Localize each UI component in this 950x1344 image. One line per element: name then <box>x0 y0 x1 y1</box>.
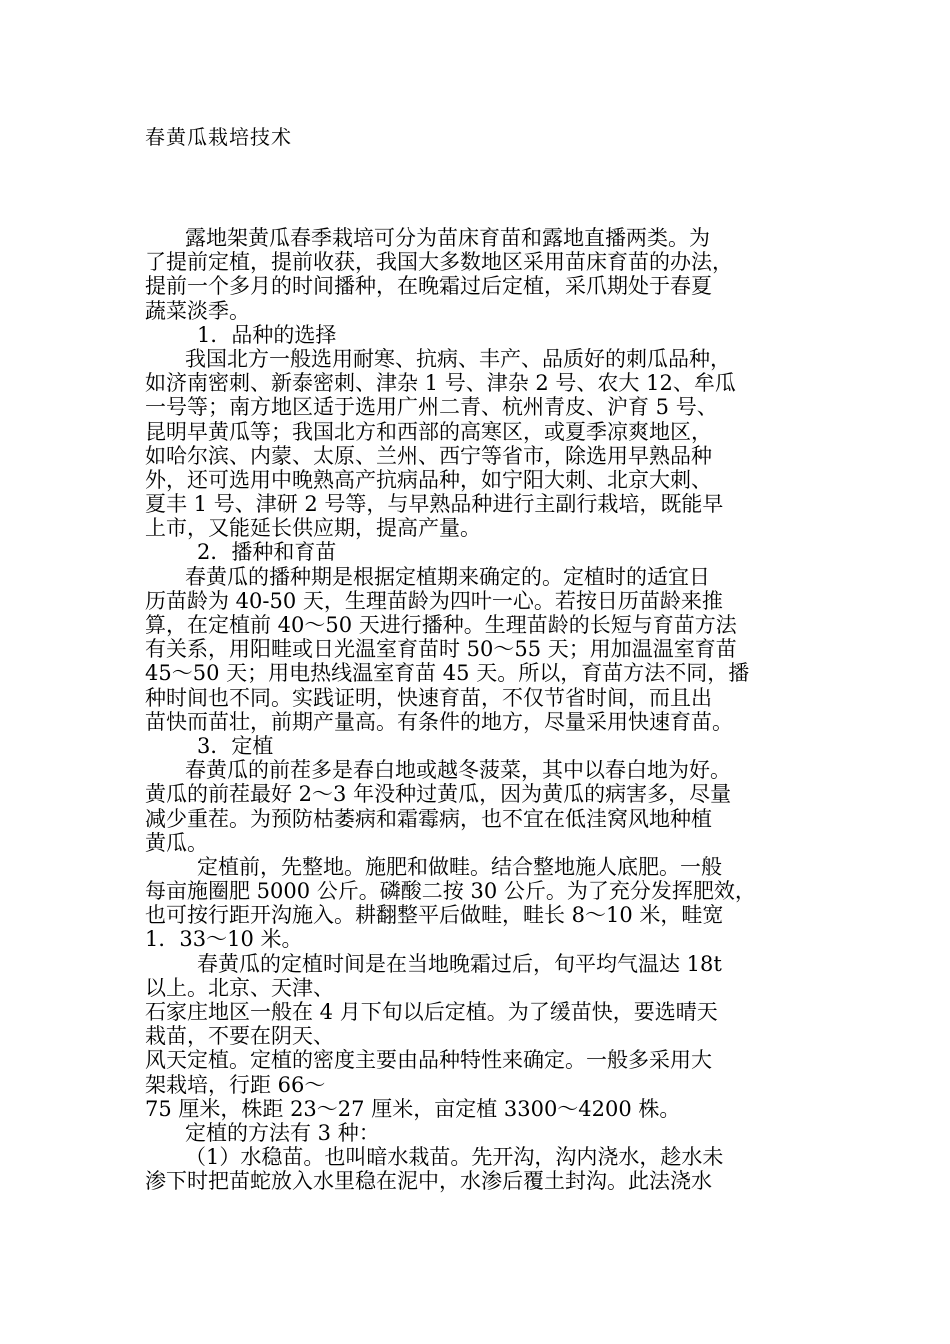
text-line: 我国北方一般选用耐寒、抗病、丰产、品质好的刺瓜品种， <box>185 346 731 371</box>
text-line: 春黄瓜的定植时间是在当地晚霜过后，旬平均气温达 18t <box>197 951 722 976</box>
text-line: 45～50 天；用电热线温室育苗 45 天。所以，育苗方法不同，播 <box>145 661 750 686</box>
text-line: 算，在定植前 40～50 天进行播种。生理苗龄的长短与育苗方法 <box>145 613 737 637</box>
text-line: 一号等；南方地区适于选用广州二青、杭州青皮、沪育 5 号、 <box>145 395 718 420</box>
text-line: 外，还可选用中晚熟高产抗病品种，如宁阳大刺、北京大刺、 <box>145 467 712 492</box>
text-line: 露地架黄瓜春季栽培可分为苗床育苗和露地直播两类。为 <box>185 226 710 250</box>
text-line: 减少重茬。为预防枯萎病和霜霉病，也不宜在低洼窝风地种植 <box>145 806 712 831</box>
text-line: 定植前，先整地。施肥和做畦。结合整地施人底肥。一般 <box>197 854 722 879</box>
text-line: 2．播种和育苗 <box>197 540 337 565</box>
text-line: 提前一个多月的时间播种，在晚霜过后定植，采爪期处于春夏 <box>145 274 712 299</box>
text-line: 架栽培，行距 66～ <box>145 1072 326 1097</box>
document-title: 春黄瓜栽培技术 <box>145 125 292 149</box>
text-line: 春黄瓜的播种期是根据定植期来确定的。定植时的适宜日 <box>185 564 710 589</box>
text-line: 风天定植。定植的密度主要由品种特性来确定。一般多采用大 <box>145 1048 712 1073</box>
text-line: 苗快而苗壮，前期产量高。有条件的地方，尽量采用快速育苗。 <box>145 709 733 734</box>
text-line: 石家庄地区一般在 4 月下旬以后定植。为了缓苗快，要选晴天 <box>145 1000 718 1024</box>
text-line: 黄瓜。 <box>145 830 208 855</box>
text-line: 如哈尔滨、内蒙、太原、兰州、西宁等省市，除选用早熟品种 <box>145 443 712 468</box>
text-line: 上市，又能延长供应期，提高产量。 <box>145 516 481 541</box>
text-line: 定植的方法有 3 种： <box>185 1120 380 1145</box>
text-line: 3．定植 <box>197 733 274 758</box>
text-line: 1．品种的选择 <box>197 322 337 347</box>
text-line: 渗下时把苗蛇放入水里稳在泥中，水渗后覆土封沟。此法浇水 <box>145 1169 712 1194</box>
document-body <box>145 226 817 1194</box>
text-line: 昆明早黄瓜等；我国北方和西部的高寒区，或夏季凉爽地区， <box>145 419 712 444</box>
text-line: 黄瓜的前茬最好 2～3 年没种过黄瓜，因为黄瓜的病害多，尽量 <box>145 782 732 807</box>
text-line: 历苗龄为 40-50 天，生理苗龄为四叶一心。若按日历苗龄来推 <box>145 588 723 613</box>
text-line: 栽苗，不要在阴天、 <box>145 1024 334 1049</box>
text-line: 以上。北京、天津、 <box>145 975 334 1000</box>
text-line: 1．33～10 米。 <box>145 927 303 952</box>
text-line: （1）水稳苗。也叫暗水栽苗。先开沟，沟内浇水，趁水未 <box>185 1145 724 1170</box>
text-line: 75 厘米，株距 23～27 厘米，亩定植 3300～4200 株。 <box>145 1096 681 1121</box>
text-line: 也可按行距开沟施入。耕翻整平后做畦，畦长 8～10 米，畦宽 <box>145 903 724 928</box>
text-line: 蔬菜淡季。 <box>145 298 250 323</box>
text-line: 如济南密刺、新泰密刺、津杂 1 号、津杂 2 号、农大 12、牟瓜 <box>145 371 736 396</box>
text-line: 每亩施圈肥 5000 公斤。磷酸二按 30 公斤。为了充分发挥肥效， <box>145 879 756 904</box>
text-line: 了提前定植，提前收获，我国大多数地区采用苗床育苗的办法， <box>145 250 733 275</box>
text-line: 种时间也不同。实践证明，快速育苗，不仅节省时间，而且出 <box>145 685 712 710</box>
text-line: 有关系，用阳畦或日光温室育苗时 50～55 天；用加温温室育苗 <box>145 637 737 662</box>
text-line: 夏丰 1 号、津研 2 号等，与早熟品种进行主副行栽培，既能早 <box>145 492 724 517</box>
text-line: 春黄瓜的前茬多是春白地或越冬菠菜，其中以春白地为好。 <box>185 758 731 783</box>
